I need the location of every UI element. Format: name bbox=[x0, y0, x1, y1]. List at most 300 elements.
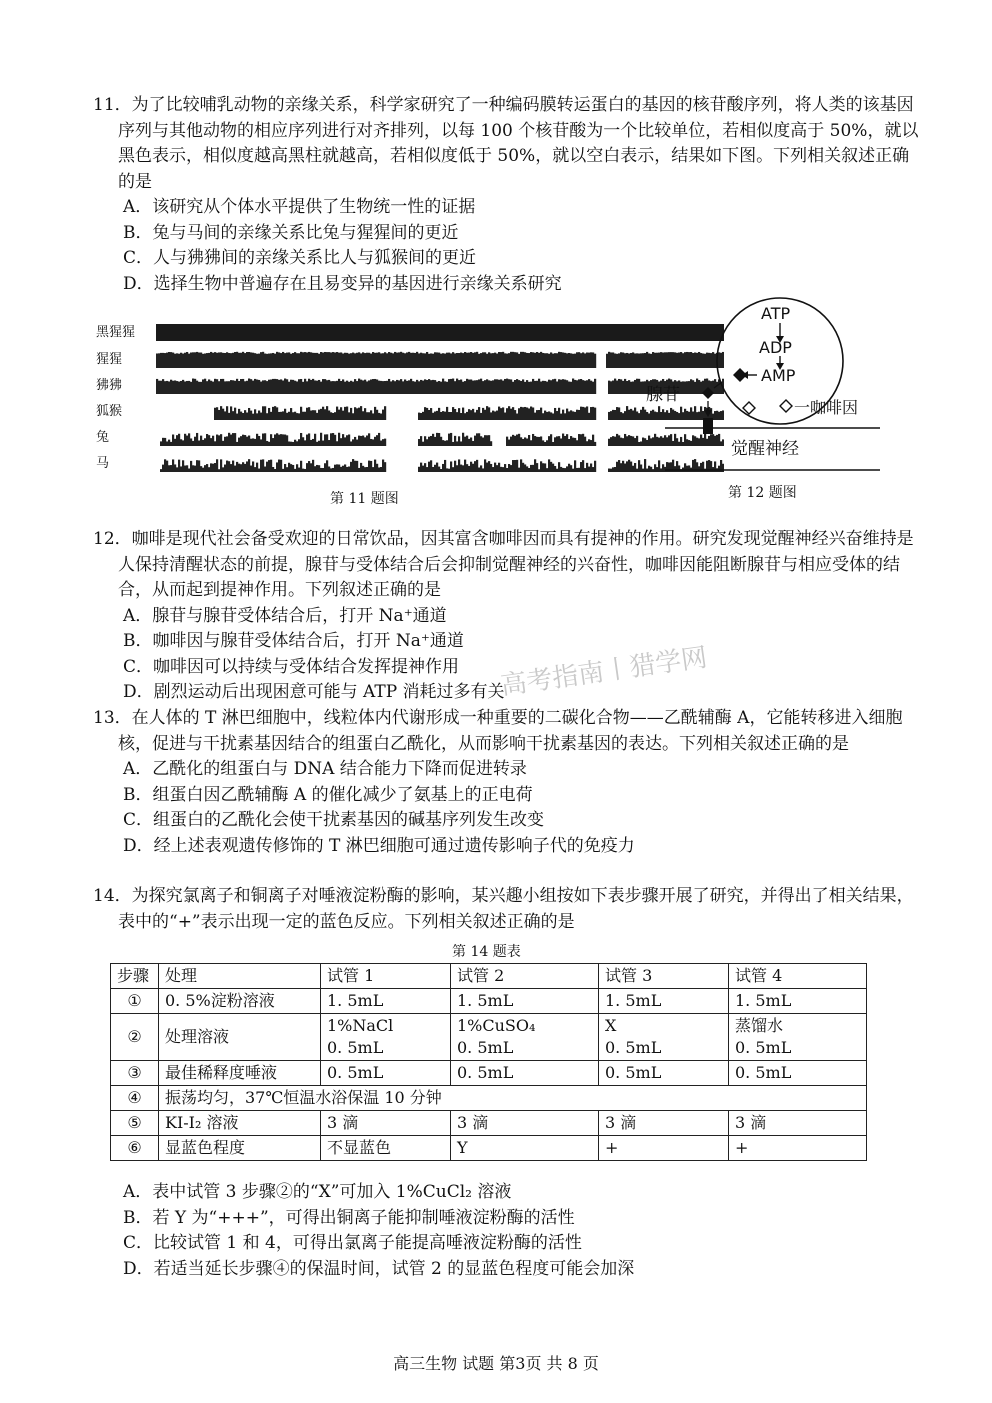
similarity-bar bbox=[632, 436, 634, 446]
similarity-bar bbox=[476, 324, 478, 341]
similarity-bar bbox=[620, 379, 622, 394]
similarity-bar bbox=[636, 436, 638, 446]
similarity-bar bbox=[222, 467, 224, 472]
similarity-bar bbox=[590, 352, 592, 368]
similarity-bar bbox=[558, 324, 560, 341]
similarity-bar bbox=[258, 469, 260, 472]
similarity-bar bbox=[446, 407, 448, 420]
similarity-bar bbox=[566, 466, 568, 472]
similarity-bar bbox=[324, 409, 326, 420]
similarity-bar bbox=[160, 353, 162, 368]
similarity-bar bbox=[174, 464, 176, 472]
similarity-bar bbox=[542, 324, 544, 341]
similarity-bar bbox=[618, 324, 620, 341]
similarity-bar bbox=[628, 410, 630, 420]
adenosine-label: 腺苷 bbox=[646, 385, 680, 405]
similarity-bar bbox=[326, 380, 328, 394]
similarity-bar bbox=[436, 352, 438, 368]
similarity-bar bbox=[376, 353, 378, 368]
similarity-bar bbox=[566, 380, 568, 394]
similarity-bar bbox=[434, 412, 436, 420]
similarity-bar bbox=[380, 441, 382, 446]
similarity-bar bbox=[624, 379, 626, 394]
similarity-bar bbox=[252, 438, 254, 446]
similarity-bar bbox=[524, 324, 526, 341]
similarity-bar bbox=[422, 353, 424, 368]
similarity-bar bbox=[560, 324, 562, 341]
similarity-bar bbox=[604, 324, 606, 341]
similarity-bar bbox=[196, 324, 198, 341]
similarity-bar bbox=[240, 324, 242, 341]
similarity-bar bbox=[438, 381, 440, 394]
similarity-bar bbox=[566, 324, 568, 341]
table-row bbox=[111, 989, 867, 1014]
similarity-bar bbox=[318, 410, 320, 420]
similarity-bar bbox=[186, 324, 188, 341]
similarity-bar bbox=[514, 410, 516, 420]
similarity-bar bbox=[284, 409, 286, 420]
similarity-bar bbox=[456, 379, 458, 394]
similarity-bar bbox=[490, 381, 492, 394]
similarity-bar bbox=[236, 462, 238, 472]
similarity-bar bbox=[186, 352, 188, 368]
similarity-bar bbox=[288, 382, 290, 394]
similarity-bar bbox=[580, 379, 582, 394]
similarity-bar bbox=[290, 354, 292, 368]
similarity-bar bbox=[212, 324, 214, 341]
similarity-bar bbox=[242, 435, 244, 446]
cell-line: 1%NaCl bbox=[327, 1016, 394, 1035]
question-11-option-b: B．兔与马间的亲缘关系比兔与猩猩间的更近 bbox=[123, 222, 459, 243]
question-12-option-c: C．咖啡因可以持续与受体结合发挥提神作用 bbox=[123, 656, 460, 677]
caffeine-label: 一咖啡因 bbox=[794, 398, 859, 417]
similarity-bar bbox=[192, 324, 194, 341]
similarity-bar bbox=[220, 406, 222, 420]
similarity-bar bbox=[362, 411, 364, 420]
similarity-bar bbox=[492, 380, 494, 394]
table-cell: 振荡均匀，37℃恒温水浴保温 10 分钟 bbox=[159, 1086, 867, 1111]
similarity-bar bbox=[592, 352, 594, 368]
similarity-bar bbox=[214, 441, 216, 446]
similarity-bar bbox=[554, 353, 556, 368]
similarity-bar bbox=[510, 437, 512, 446]
similarity-bar bbox=[288, 352, 290, 368]
similarity-bar bbox=[498, 352, 500, 368]
similarity-bar bbox=[386, 353, 388, 368]
similarity-bar bbox=[452, 467, 454, 472]
similarity-bar bbox=[292, 412, 294, 420]
similarity-bar bbox=[308, 352, 310, 368]
similarity-bar bbox=[300, 461, 302, 472]
similarity-bar bbox=[388, 352, 390, 368]
similarity-bar bbox=[364, 324, 366, 341]
similarity-bar bbox=[196, 381, 198, 394]
table-cell: 试管 2 bbox=[451, 964, 599, 989]
similarity-bar bbox=[248, 408, 250, 420]
similarity-bar bbox=[610, 324, 612, 341]
similarity-bar bbox=[582, 380, 584, 394]
similarity-bar bbox=[528, 435, 530, 446]
similarity-bar bbox=[556, 381, 558, 394]
similarity-bar bbox=[380, 381, 382, 394]
similarity-bar bbox=[354, 353, 356, 368]
similarity-bar bbox=[442, 464, 444, 472]
similarity-bar bbox=[586, 324, 588, 341]
similarity-bar bbox=[444, 324, 446, 341]
similarity-bar bbox=[554, 466, 556, 472]
similarity-bar bbox=[390, 381, 392, 394]
similarity-bar bbox=[316, 413, 318, 420]
similarity-bar bbox=[510, 379, 512, 394]
similarity-bar bbox=[356, 353, 358, 368]
similarity-bar bbox=[530, 440, 532, 446]
similarity-bar bbox=[276, 324, 278, 341]
similarity-bar bbox=[212, 436, 214, 446]
similarity-bar bbox=[168, 465, 170, 472]
similarity-bar bbox=[514, 436, 516, 446]
similarity-bar bbox=[602, 324, 604, 341]
similarity-bar bbox=[444, 381, 446, 394]
similarity-bar bbox=[440, 324, 442, 341]
similarity-bar bbox=[482, 408, 484, 420]
similarity-bar bbox=[436, 463, 438, 472]
similarity-bar bbox=[496, 465, 498, 472]
similarity-bar bbox=[240, 464, 242, 472]
similarity-bar bbox=[494, 379, 496, 394]
similarity-bar bbox=[332, 433, 334, 446]
similarity-bar bbox=[208, 379, 210, 394]
similarity-bar bbox=[578, 352, 580, 368]
similarity-bar bbox=[484, 324, 486, 341]
similarity-bar bbox=[170, 465, 172, 472]
similarity-bar bbox=[518, 408, 520, 420]
similarity-bar bbox=[564, 468, 566, 472]
similarity-bar bbox=[444, 412, 446, 420]
table-cell bbox=[599, 1014, 729, 1061]
watermark: 高考指南丨猎学网 bbox=[498, 642, 710, 702]
similarity-bar bbox=[326, 324, 328, 341]
similarity-bar bbox=[478, 468, 480, 472]
similarity-bar bbox=[384, 406, 386, 420]
similarity-bar bbox=[256, 324, 258, 341]
similarity-bar bbox=[430, 353, 432, 368]
similarity-bar bbox=[586, 406, 588, 420]
similarity-bar bbox=[588, 439, 590, 446]
similarity-bars bbox=[156, 377, 724, 394]
similarity-bar bbox=[454, 436, 456, 446]
similarity-bar bbox=[478, 324, 480, 341]
similarity-bar bbox=[576, 380, 578, 394]
similarity-bar bbox=[540, 324, 542, 341]
similarity-bar bbox=[486, 463, 488, 472]
similarity-bar bbox=[588, 413, 590, 420]
similarity-bar bbox=[268, 442, 270, 446]
similarity-bar bbox=[452, 352, 454, 368]
similarity-bar bbox=[294, 440, 296, 446]
similarity-bar bbox=[264, 354, 266, 368]
similarity-bar bbox=[568, 382, 570, 394]
similarity-bar bbox=[212, 464, 214, 472]
similarity-bar bbox=[190, 461, 192, 472]
similarity-bar bbox=[262, 380, 264, 394]
similarity-bar bbox=[534, 324, 536, 341]
similarity-bar bbox=[262, 434, 264, 446]
similarity-bar bbox=[324, 379, 326, 394]
similarity-bar bbox=[230, 435, 232, 446]
similarity-bar bbox=[252, 381, 254, 394]
similarity-bar bbox=[256, 380, 258, 394]
similarity-bar bbox=[230, 380, 232, 394]
similarity-bar bbox=[574, 460, 576, 472]
row-label: 马 bbox=[96, 456, 110, 471]
similarity-bar bbox=[172, 459, 174, 472]
similarity-bar bbox=[628, 380, 630, 394]
similarity-bar bbox=[598, 324, 600, 341]
similarity-bar bbox=[264, 380, 266, 394]
table-cell: 1. 5mL bbox=[729, 989, 867, 1014]
similarity-bar bbox=[566, 409, 568, 420]
similarity-bar bbox=[632, 410, 634, 420]
similarity-bar bbox=[320, 352, 322, 368]
table-cell: 3 滴 bbox=[451, 1111, 599, 1136]
similarity-bar bbox=[236, 324, 238, 341]
similarity-bar bbox=[336, 441, 338, 446]
similarity-bar bbox=[472, 324, 474, 341]
similarity-bar bbox=[352, 324, 354, 341]
similarity-bar bbox=[586, 441, 588, 446]
similarity-bar bbox=[456, 353, 458, 368]
similarity-bar bbox=[410, 379, 412, 394]
question-12-option-b: B．咖啡因与腺苷受体结合后，打开 Na⁺通道 bbox=[123, 631, 464, 651]
similarity-bar bbox=[518, 380, 520, 394]
similarity-bar bbox=[284, 464, 286, 472]
similarity-bar bbox=[240, 412, 242, 420]
similarity-bar bbox=[206, 464, 208, 472]
similarity-bar bbox=[498, 324, 500, 341]
question-12-stem: 12．咖啡是现代社会备受欢迎的日常饮品，因其富含咖啡因而具有提神的作用。研究发现觉醒神经兴奋维持是人保持清醒状态的前提，腺苷与受体结合后会抑制觉醒神经的兴奋性，咖啡因能阻断腺苷与相应受体的结合，从而起到提神作用。下列叙述正确的是 bbox=[93, 529, 914, 600]
similarity-bar bbox=[290, 408, 292, 420]
similarity-bar bbox=[238, 438, 240, 446]
similarity-bar bbox=[344, 464, 346, 472]
similarity-bar bbox=[544, 442, 546, 446]
similarity-bar bbox=[592, 407, 594, 420]
similarity-bar bbox=[196, 352, 198, 368]
similarity-bar bbox=[518, 434, 520, 446]
similarity-bar bbox=[244, 435, 246, 446]
table-cell: 试管 3 bbox=[599, 964, 729, 989]
similarity-bar bbox=[586, 380, 588, 394]
similarity-bar bbox=[426, 380, 428, 394]
similarity-bar bbox=[224, 381, 226, 394]
similarity-bar bbox=[556, 411, 558, 420]
similarity-bar bbox=[356, 408, 358, 420]
similarity-bar bbox=[176, 381, 178, 394]
similarity-bar bbox=[232, 433, 234, 446]
table-cell: 0. 5mL bbox=[599, 1061, 729, 1086]
similarity-bar bbox=[164, 324, 166, 341]
similarity-bar bbox=[174, 439, 176, 446]
similarity-bar bbox=[434, 352, 436, 368]
similarity-bar bbox=[624, 434, 626, 446]
similarity-bar bbox=[246, 352, 248, 368]
similarity-bar bbox=[328, 466, 330, 472]
similarity-bar bbox=[464, 352, 466, 368]
similarity-bar bbox=[338, 324, 340, 341]
similarity-bar bbox=[292, 324, 294, 341]
similarity-bar bbox=[216, 379, 218, 394]
similarity-bar bbox=[366, 324, 368, 341]
similarity-bar bbox=[520, 407, 522, 420]
similarity-bar bbox=[460, 353, 462, 368]
similarity-bar bbox=[446, 353, 448, 368]
similarity-bar bbox=[458, 459, 460, 472]
similarity-bar bbox=[468, 409, 470, 420]
similarity-bar bbox=[498, 380, 500, 394]
similarity-bar bbox=[204, 438, 206, 446]
similarity-bar bbox=[300, 407, 302, 420]
similarity-bar bbox=[428, 410, 430, 420]
similarity-bar bbox=[554, 379, 556, 394]
similarity-bar bbox=[510, 465, 512, 472]
similarity-bar bbox=[626, 406, 628, 420]
similarity-bar bbox=[344, 353, 346, 368]
similarity-bar bbox=[482, 324, 484, 341]
similarity-bar bbox=[262, 459, 264, 472]
similarity-bar bbox=[582, 434, 584, 446]
similarity-bar bbox=[622, 381, 624, 394]
similarity-bar bbox=[542, 413, 544, 420]
similarity-bar bbox=[606, 354, 608, 368]
similarity-bar bbox=[400, 324, 402, 341]
similarity-bar bbox=[452, 407, 454, 420]
similarity-bar bbox=[226, 406, 228, 420]
similarity-bar bbox=[442, 324, 444, 341]
similarity-bar bbox=[504, 413, 506, 420]
similarity-bar bbox=[556, 353, 558, 368]
similarity-bar bbox=[278, 435, 280, 446]
similarity-bar bbox=[168, 352, 170, 368]
table-cell: 试管 4 bbox=[729, 964, 867, 989]
similarity-bar bbox=[208, 353, 210, 368]
similarity-bar bbox=[546, 440, 548, 446]
similarity-bar bbox=[268, 460, 270, 472]
similarity-bar bbox=[300, 433, 302, 446]
similarity-bar bbox=[268, 408, 270, 420]
table-cell bbox=[451, 1014, 599, 1061]
similarity-bar bbox=[548, 459, 550, 472]
similarity-bar bbox=[250, 466, 252, 472]
similarity-bar bbox=[304, 440, 306, 446]
question-11-option-a: A．该研究从个体水平提供了生物统一性的证据 bbox=[123, 197, 476, 217]
similarity-bar bbox=[618, 379, 620, 394]
table-cell: 试管 1 bbox=[321, 964, 451, 989]
similarity-bar bbox=[532, 352, 534, 368]
similarity-bar bbox=[622, 438, 624, 446]
similarity-bar bbox=[362, 380, 364, 394]
similarity-bar bbox=[614, 410, 616, 420]
row-label: 狐猴 bbox=[96, 404, 123, 419]
similarity-bar bbox=[214, 408, 216, 420]
similarity-bar bbox=[394, 381, 396, 394]
similarity-bar bbox=[420, 463, 422, 472]
similarity-bar bbox=[322, 468, 324, 472]
similarity-bar bbox=[302, 437, 304, 446]
similarity-bar bbox=[404, 324, 406, 341]
similarity-bar bbox=[328, 411, 330, 420]
similarity-bar bbox=[506, 354, 508, 368]
similarity-bar bbox=[492, 324, 494, 341]
similarity-bar bbox=[430, 460, 432, 472]
similarity-bar bbox=[298, 379, 300, 394]
similarity-bar bbox=[488, 324, 490, 341]
similarity-bar bbox=[430, 408, 432, 420]
similarity-bar bbox=[470, 352, 472, 368]
similarity-bar bbox=[532, 407, 534, 420]
similarity-bar bbox=[298, 468, 300, 472]
similarity-bar bbox=[512, 352, 514, 368]
similarity-bar bbox=[458, 353, 460, 368]
similarity-bar bbox=[326, 406, 328, 420]
similarity-bar bbox=[502, 352, 504, 368]
figure-11-caption: 第 11 题图 bbox=[330, 491, 399, 507]
similarity-bar bbox=[620, 324, 622, 341]
similarity-bar bbox=[550, 434, 552, 446]
similarity-bar bbox=[490, 412, 492, 420]
similarity-bar bbox=[360, 353, 362, 368]
similarity-bar bbox=[232, 353, 234, 368]
question-14-option-d: D．若适当延长步骤④的保温时间，试管 2 的显蓝色程度可能会加深 bbox=[123, 1258, 635, 1279]
similarity-bar bbox=[240, 353, 242, 368]
similarity-bar bbox=[218, 410, 220, 420]
similarity-bar bbox=[192, 379, 194, 394]
similarity-bar bbox=[504, 324, 506, 341]
similarity-bar bbox=[376, 324, 378, 341]
similarity-bar bbox=[622, 413, 624, 420]
similarity-bar bbox=[320, 433, 322, 446]
similarity-bar bbox=[166, 461, 168, 472]
similarity-bar bbox=[342, 379, 344, 394]
similarity-bar bbox=[302, 352, 304, 368]
similarity-bar bbox=[406, 324, 408, 341]
similarity-bar bbox=[340, 324, 342, 341]
bar-texture bbox=[156, 455, 724, 472]
similarity-bar bbox=[594, 324, 596, 341]
similarity-bar bbox=[426, 352, 428, 368]
similarity-bar bbox=[628, 324, 630, 341]
similarity-bar bbox=[278, 352, 280, 368]
similarity-bar bbox=[438, 433, 440, 446]
similarity-bar bbox=[470, 324, 472, 341]
similarity-bar bbox=[358, 324, 360, 341]
similarity-bar bbox=[488, 435, 490, 446]
similarity-bar bbox=[200, 382, 202, 394]
similarity-bar bbox=[552, 464, 554, 472]
similarity-bar bbox=[350, 408, 352, 420]
similarity-bar bbox=[202, 468, 204, 472]
similarity-bar bbox=[566, 434, 568, 446]
similarity-bar bbox=[374, 324, 376, 341]
similarity-bar bbox=[456, 412, 458, 420]
similarity-bar bbox=[328, 380, 330, 394]
similarity-bar bbox=[478, 354, 480, 368]
similarity-bar bbox=[198, 382, 200, 394]
row-label: 狒狒 bbox=[96, 378, 123, 393]
similarity-bar bbox=[488, 407, 490, 420]
similarity-bar bbox=[530, 407, 532, 420]
similarity-bar bbox=[462, 324, 464, 341]
bar-texture bbox=[156, 324, 724, 341]
similarity-bar bbox=[218, 381, 220, 394]
